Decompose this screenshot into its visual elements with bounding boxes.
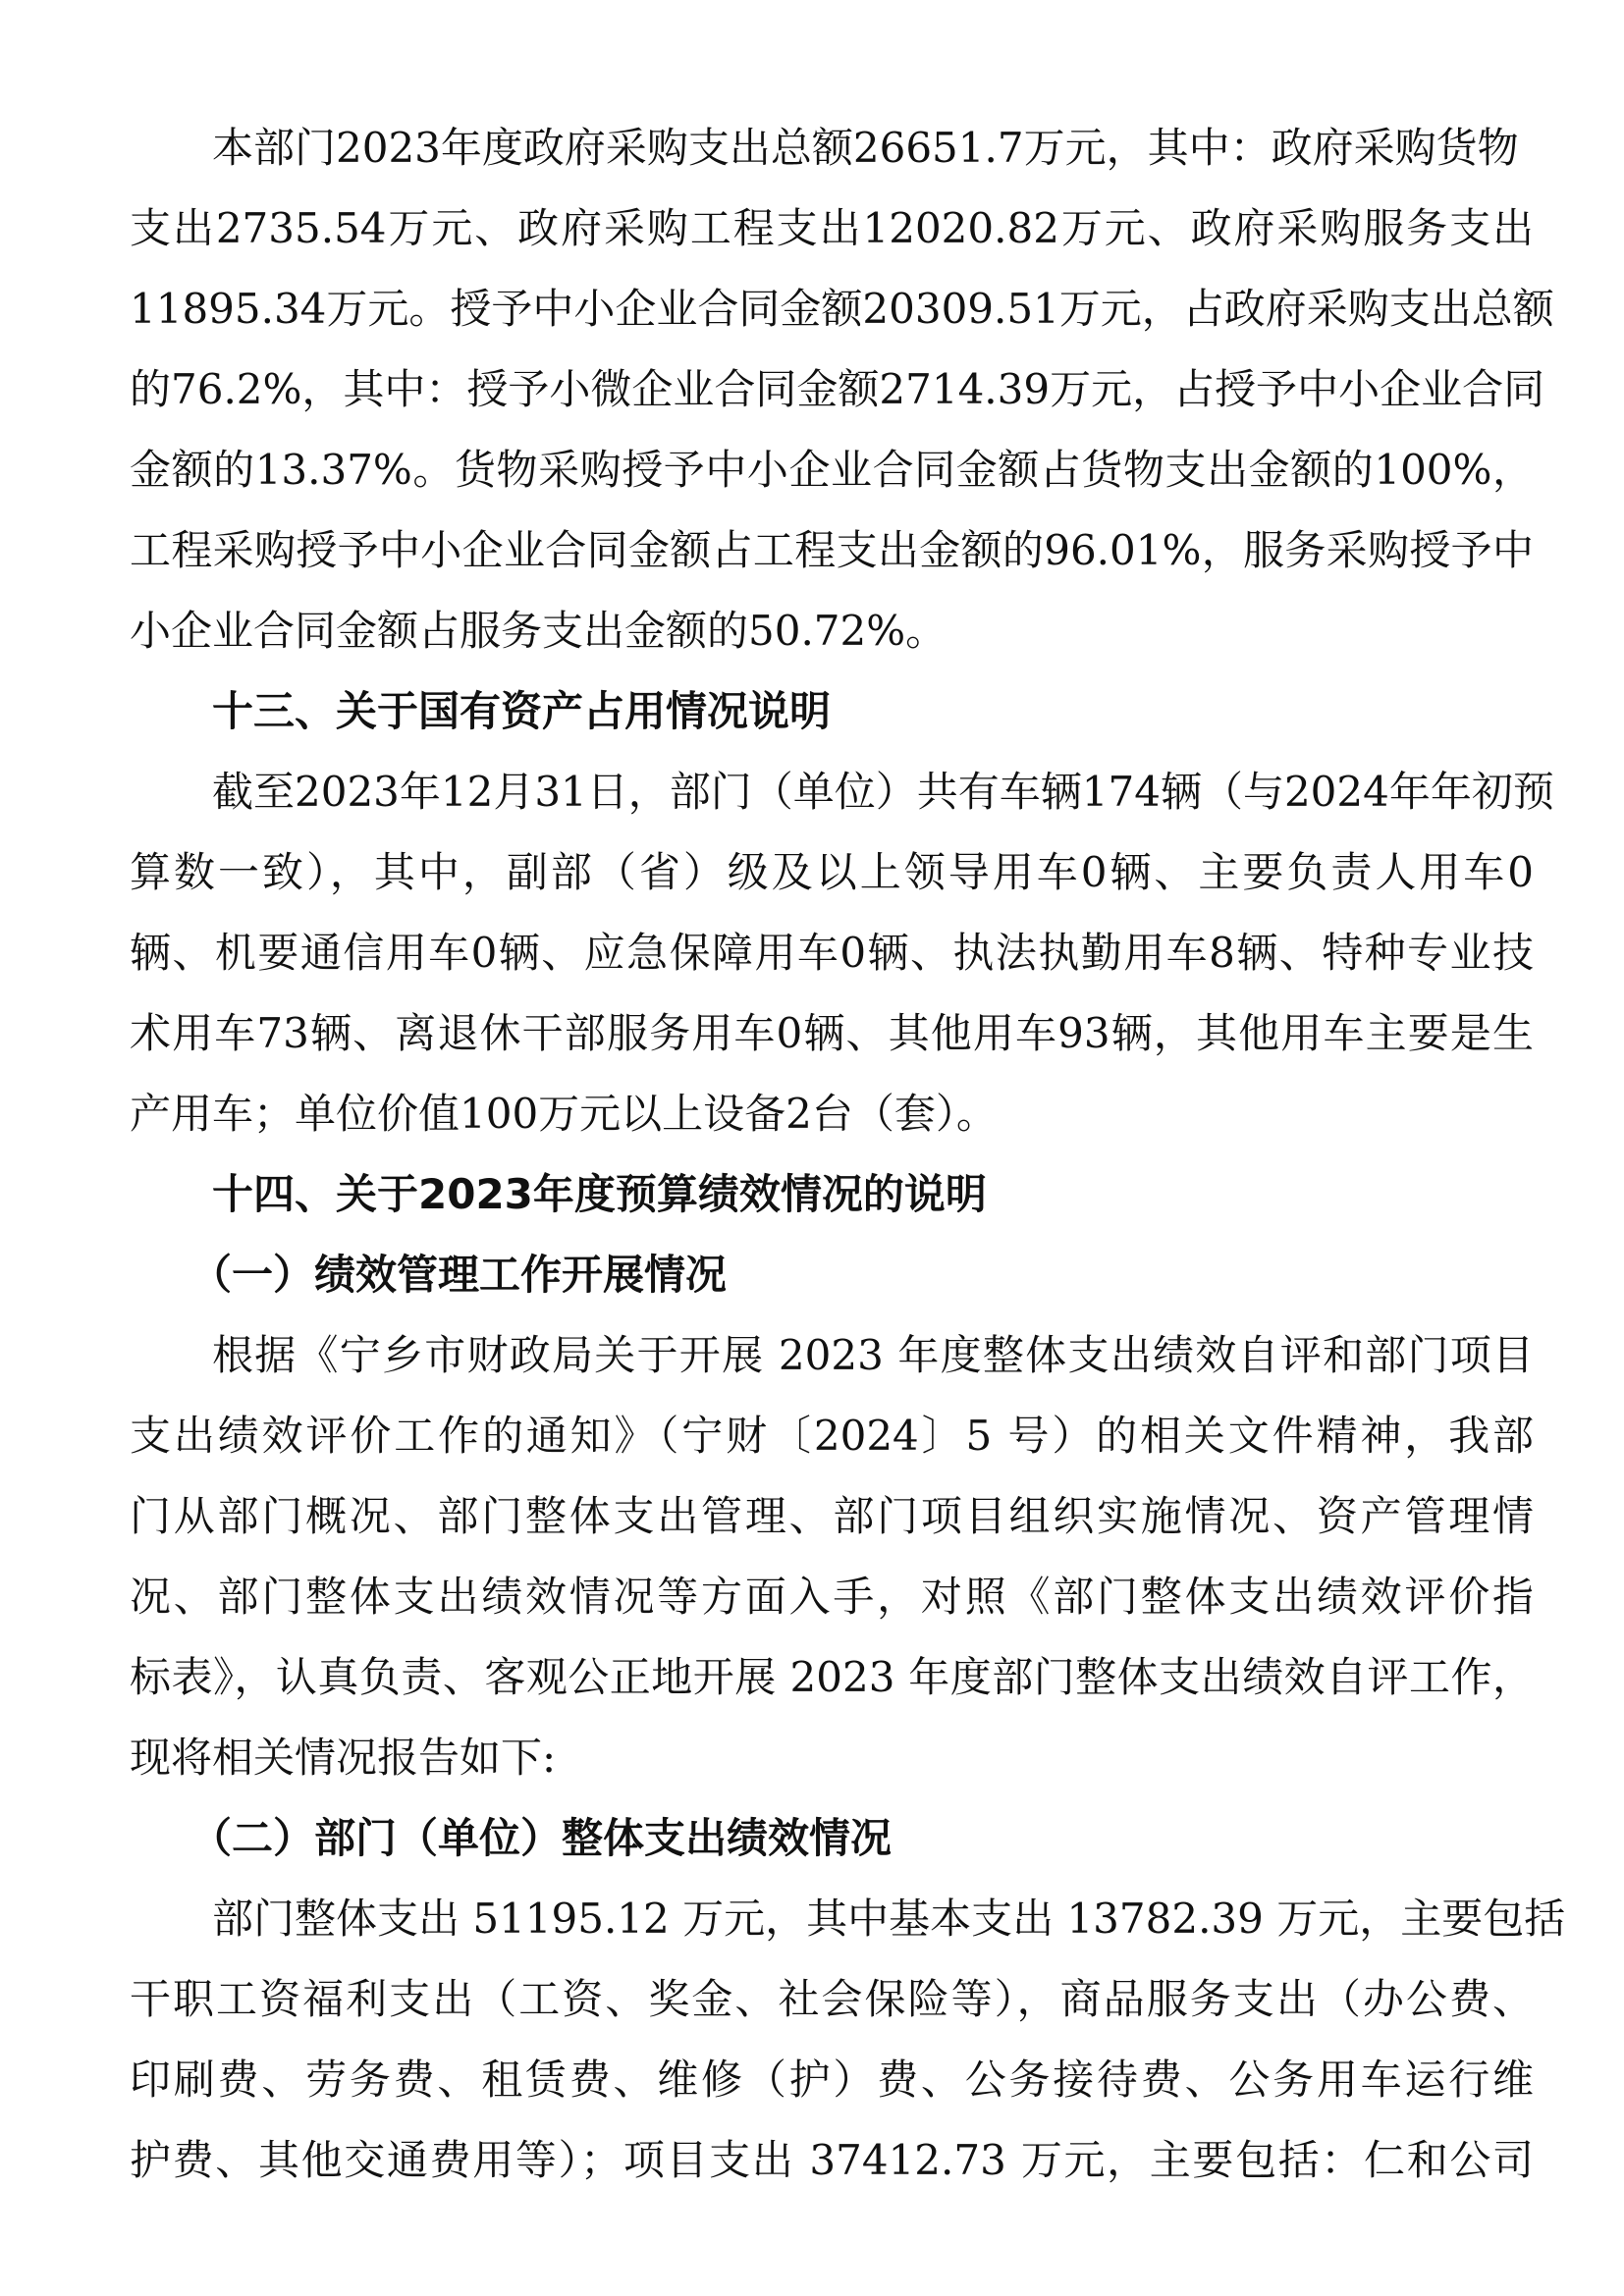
paragraph-line: 门从部门概况、部门整体支出管理、部门项目组织实施情况、资产管理情 — [130, 1492, 1534, 1540]
procurement-paragraph — [130, 108, 1554, 671]
paragraph-line: 况、部门整体支出绩效情况等方面入手，对照《部门整体支出绩效评价指 — [130, 1573, 1534, 1621]
paragraph-line: 11895.34万元。授予中小企业合同金额20309.51万元，占政府采购支出总额 — [130, 285, 1554, 333]
paragraph-line: 算数一致），其中，副部（省）级及以上领导用车0辆、主要负责人用车0 — [130, 848, 1534, 896]
paragraph-line: 工程采购授予中小企业合同金额占工程支出金额的96.01%，服务采购授予中 — [130, 526, 1534, 574]
paragraph-line: 根据《宁乡市财政局关于开展 2023 年度整体支出绩效自评和部门项目 — [212, 1331, 1534, 1379]
paragraph-line: 本部门2023年度政府采购支出总额26651.7万元，其中：政府采购货物 — [212, 124, 1519, 172]
paragraph-line: 干职工资福利支出（工资、奖金、社会保险等），商品服务支出（办公费、 — [130, 1975, 1534, 2023]
section-14-sub1-paragraph — [130, 1315, 1534, 1798]
paragraph-line: 的76.2%，其中：授予小微企业合同金额2714.39万元，占授予中小企业合同 — [130, 365, 1545, 413]
paragraph-line: 支出2735.54万元、政府采购工程支出12020.82万元、政府采购服务支出 — [130, 204, 1534, 252]
section-13-paragraph — [130, 752, 1554, 1154]
section-14-sub2-paragraph — [130, 1879, 1566, 2201]
paragraph-line: 小企业合同金额占服务支出金额的50.72%。 — [130, 607, 947, 655]
paragraph-line: 金额的13.37%。货物采购授予中小企业合同金额占货物支出金额的100%， — [130, 446, 1534, 494]
section-13-heading: 十三、关于国有资产占用情况说明 — [212, 687, 832, 735]
section-14-heading: 十四、关于2023年度预算绩效情况的说明 — [212, 1170, 987, 1218]
paragraph-line: 术用车73辆、离退休干部服务用车0辆、其他用车93辆，其他用车主要是生 — [130, 1009, 1534, 1057]
paragraph-line: 部门整体支出 51195.12 万元，其中基本支出 13782.39 万元，主要包括 — [212, 1895, 1566, 1943]
paragraph-line: 印刷费、劳务费、租赁费、维修（护）费、公务接待费、公务用车运行维 — [130, 2056, 1534, 2104]
section-14-sub1-heading: （一）绩效管理工作开展情况 — [190, 1251, 728, 1299]
paragraph-line: 支出绩效评价工作的通知》（宁财〔2024〕5 号）的相关文件精神，我部 — [130, 1412, 1534, 1460]
section-14-sub2-heading: （二）部门（单位）整体支出绩效情况 — [190, 1814, 893, 1862]
paragraph-line: 截至2023年12月31日，部门（单位）共有车辆174辆（与2024年年初预 — [212, 768, 1554, 816]
paragraph-line: 标表》，认真负责、客观公正地开展 2023 年度部门整体支出绩效自评工作， — [130, 1653, 1534, 1701]
paragraph-line: 现将相关情况报告如下: — [130, 1734, 557, 1782]
paragraph-line: 产用车；单位价值100万元以上设备2台（套）。 — [130, 1090, 998, 1138]
paragraph-line: 护费、其他交通费用等）；项目支出 37412.73 万元，主要包括：仁和公司 — [130, 2136, 1534, 2184]
document-body — [130, 108, 1566, 2201]
paragraph-line: 辆、机要通信用车0辆、应急保障用车0辆、执法执勤用车8辆、特种专业技 — [130, 929, 1534, 977]
